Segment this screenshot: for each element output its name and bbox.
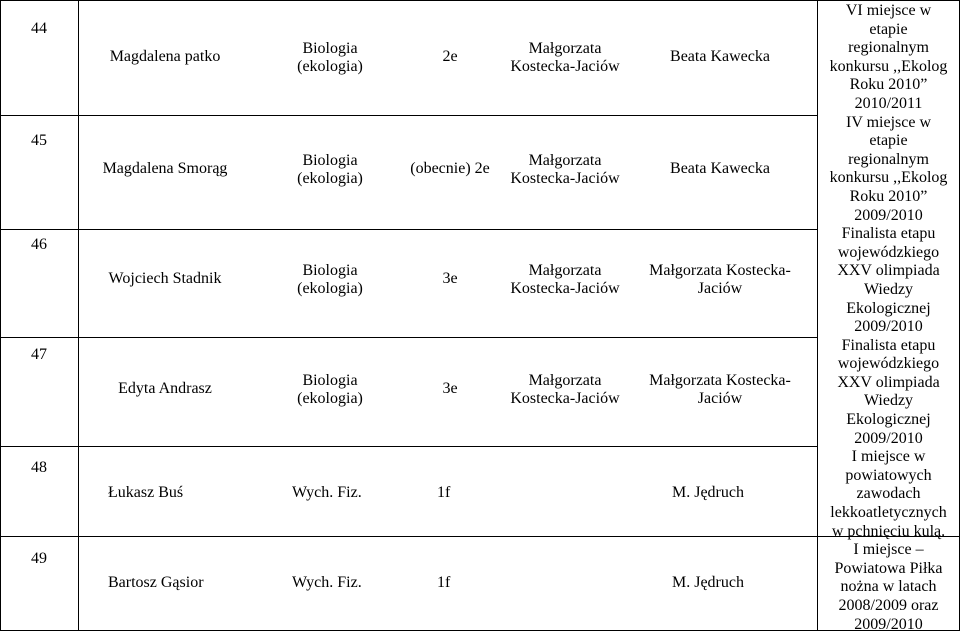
row-number: 44 xyxy=(31,20,47,37)
subject: Biologia (ekologia) xyxy=(297,40,363,75)
supervisor: Beata Kawecka xyxy=(670,48,770,65)
student-name: Wojciech Stadnik xyxy=(108,270,222,287)
class: 2e xyxy=(442,48,458,65)
subject: Biologia (ekologia) xyxy=(297,152,363,187)
table-border-top xyxy=(0,0,960,1)
teacher: Małgorzata Kostecka-Jaciów xyxy=(510,372,620,407)
class: 3e xyxy=(442,270,458,287)
supervisor: M. Jędruch xyxy=(672,574,744,591)
row-number: 48 xyxy=(31,459,47,476)
col-divider xyxy=(78,0,79,631)
subject: Wych. Fiz. xyxy=(292,574,362,591)
row-number: 46 xyxy=(31,236,47,253)
supervisor: Małgorzata Kostecka- Jaciów xyxy=(649,262,791,297)
student-name: Łukasz Buś xyxy=(108,484,184,501)
student-name: Edyta Andrasz xyxy=(118,380,212,397)
student-name: Magdalena Smorąg xyxy=(102,160,228,177)
row-divider xyxy=(0,115,818,116)
teacher: Małgorzata Kostecka-Jaciów xyxy=(510,152,620,187)
class: 1f xyxy=(437,484,451,501)
awards-text: VI miejsce w etapie regionalnym konkursu ,,Ekolog Roku 2010” 2010/2011 IV miejsce w etapie regionalnym konkursu ,,Ekolog Roku 2010” 2009/2010 Finalista etapu wojewódzkiego XXV olimpiada Wiedzy Ekologicznej 2009/2010 Finalista etapu wojewódzkiego XXV olimpiada Wiedzy Ekologicznej 2009/2010 I miejsce w powiatowych zawodach lekkoatletycznych w pchnięciu kulą. I miejsce – Powiatowa Piłka nożna w latach 2008/2009 oraz 2009/2010 xyxy=(829,2,948,633)
class: (obecnie) 2e xyxy=(410,160,490,177)
subject: Biologia (ekologia) xyxy=(297,372,363,407)
row-divider xyxy=(0,446,818,447)
supervisor: M. Jędruch xyxy=(672,484,744,501)
row-number: 49 xyxy=(31,550,47,567)
subject: Biologia (ekologia) xyxy=(297,262,363,297)
supervisor: Małgorzata Kostecka- Jaciów xyxy=(649,372,791,407)
row-divider xyxy=(0,229,818,230)
subject: Wych. Fiz. xyxy=(292,484,362,501)
class: 3e xyxy=(442,380,458,397)
row-number: 47 xyxy=(31,346,47,363)
row-divider xyxy=(0,536,960,537)
class: 1f xyxy=(437,574,451,591)
row-divider xyxy=(0,337,818,338)
teacher: Małgorzata Kostecka-Jaciów xyxy=(510,40,620,75)
supervisor: Beata Kawecka xyxy=(670,160,770,177)
row-number: 45 xyxy=(31,132,47,149)
table-border-left xyxy=(0,0,1,631)
student-name: Bartosz Gąsior xyxy=(108,574,204,591)
teacher: Małgorzata Kostecka-Jaciów xyxy=(510,262,620,297)
student-name: Magdalena patko xyxy=(109,48,221,65)
